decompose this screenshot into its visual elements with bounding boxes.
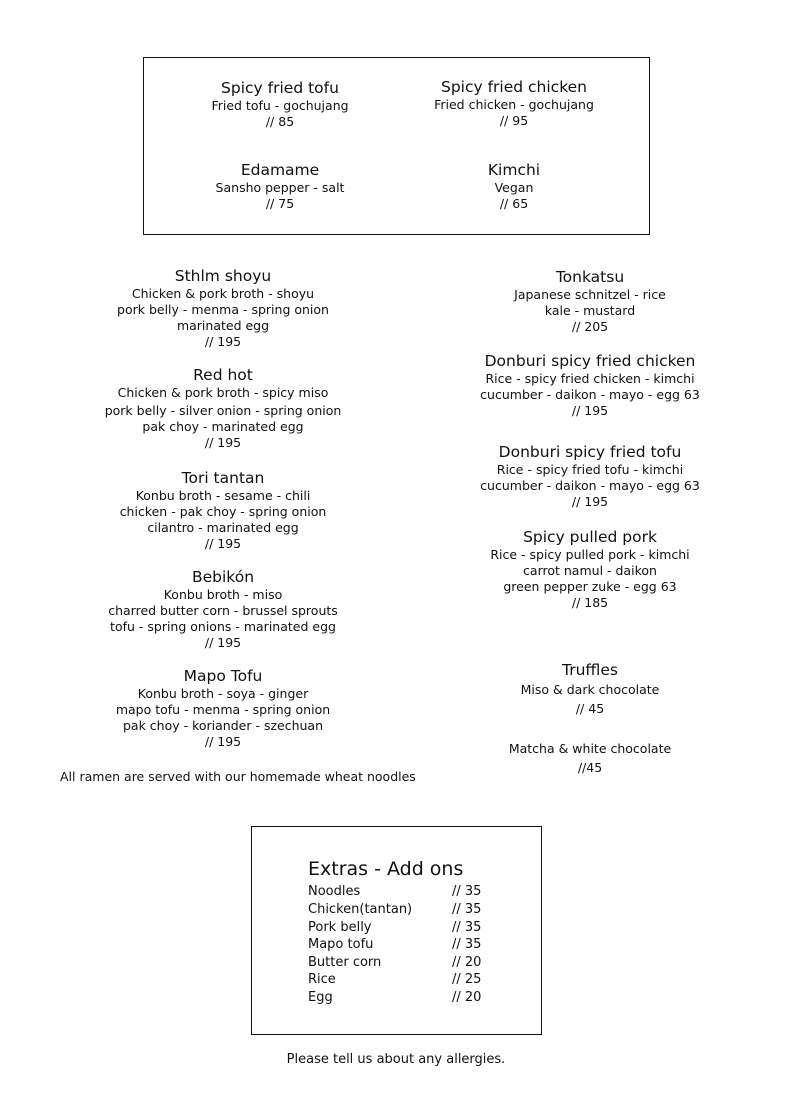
item-price: // 205 <box>571 319 609 334</box>
item-title: Mapo Tofu <box>183 667 263 685</box>
item-title: Donburi spicy fried chicken <box>484 352 696 370</box>
item-description: cilantro - marinated egg <box>147 520 299 535</box>
main-tonkatsu <box>440 268 740 335</box>
extra-name: Mapo tofu <box>308 937 374 952</box>
item-price: // 75 <box>265 196 295 211</box>
item-description: tofu - spring onions - marinated egg <box>110 619 336 634</box>
extra-price: // 35 <box>452 920 482 935</box>
extra-name: Butter corn <box>308 955 382 970</box>
dessert-item-price: // 45 <box>575 701 605 716</box>
extra-price: // 25 <box>452 972 482 987</box>
item-price: // 85 <box>265 114 295 129</box>
item-description: cucumber - daikon - mayo - egg 63 <box>480 478 700 493</box>
extras-row <box>308 883 508 901</box>
item-description: Chicken & pork broth - shoyu <box>131 286 315 301</box>
dessert-item-price: //45 <box>577 760 603 775</box>
item-description: Rice - spicy pulled pork - kimchi <box>490 547 690 562</box>
item-description: Rice - spicy fried chicken - kimchi <box>485 371 695 386</box>
extra-name: Chicken(tantan) <box>308 902 413 917</box>
item-price: // 195 <box>571 494 609 509</box>
starter-spicy-fried-tofu <box>180 79 380 130</box>
extras-row <box>308 954 508 972</box>
item-description: Rice - spicy fried tofu - kimchi <box>496 462 684 477</box>
item-description: Konbu broth - sesame - chili <box>135 488 311 503</box>
extra-name: Noodles <box>308 884 361 899</box>
item-price: // 195 <box>204 734 242 749</box>
item-price: // 195 <box>571 403 609 418</box>
item-price: // 95 <box>499 113 529 128</box>
item-description: mapo tofu - menma - spring onion <box>115 702 331 717</box>
item-title: Donburi spicy fried tofu <box>498 443 682 461</box>
item-description: marinated egg <box>176 318 270 333</box>
item-title: Spicy pulled pork <box>523 528 657 546</box>
ramen-bebikon <box>98 568 348 651</box>
item-title: Red hot <box>193 366 253 384</box>
ramen-sthlm-shoyu <box>98 267 348 350</box>
extra-price: // 35 <box>452 937 482 952</box>
item-title: Edamame <box>240 161 320 179</box>
item-title: Spicy fried chicken <box>440 78 587 96</box>
dessert-item-name: Miso & dark chocolate <box>520 682 660 697</box>
extra-price: // 20 <box>452 990 482 1005</box>
item-title: Spicy fried tofu <box>221 79 339 97</box>
ramen-tori-tantan <box>98 469 348 552</box>
item-description: pak choy - marinated egg <box>142 419 304 434</box>
extra-price: // 35 <box>452 902 482 917</box>
item-price: // 195 <box>204 536 242 551</box>
item-price: // 195 <box>204 635 242 650</box>
item-description: pork belly - silver onion - spring onion <box>104 403 342 418</box>
extra-price: // 35 <box>452 884 482 899</box>
item-price: // 65 <box>499 196 529 211</box>
extra-name: Pork belly <box>308 920 372 935</box>
item-price: // 195 <box>204 334 242 349</box>
main-donburi-chicken <box>440 352 740 419</box>
item-description: Fried tofu - gochujang <box>211 98 349 113</box>
item-description: carrot namul - daikon <box>523 563 657 578</box>
ramen-note: All ramen are served with our homemade wheat noodles <box>60 769 416 784</box>
item-description: Fried chicken - gochujang <box>434 97 594 112</box>
extras-row <box>308 901 508 919</box>
item-description: Chicken & pork broth - spicy miso <box>117 385 329 400</box>
item-description: pak choy - koriander - szechuan <box>122 718 324 733</box>
starter-kimchi <box>414 161 614 212</box>
item-description: Konbu broth - soya - ginger <box>137 686 309 701</box>
item-title: Bebikón <box>191 568 255 586</box>
dessert-item-name: Matcha & white chocolate <box>508 741 672 756</box>
extras-row <box>308 989 508 1007</box>
item-description: Japanese schnitzel - rice <box>514 287 666 302</box>
item-description: green pepper zuke - egg 63 <box>503 579 677 594</box>
extra-name: Rice <box>308 972 336 987</box>
item-title: Kimchi <box>487 161 541 179</box>
extras-title: Extras - Add ons <box>308 858 464 880</box>
item-description: charred butter corn - brussel sprouts <box>108 603 338 618</box>
extra-name: Egg <box>308 990 333 1005</box>
item-description: Vegan <box>494 180 534 195</box>
main-spicy-pulled-pork <box>440 528 740 611</box>
extras-row <box>308 936 508 954</box>
extras-row <box>308 971 508 989</box>
extra-price: // 20 <box>452 955 482 970</box>
starter-edamame <box>180 161 380 212</box>
item-title: Tori tantan <box>181 469 265 487</box>
item-description: chicken - pak choy - spring onion <box>119 504 327 519</box>
item-title: Sthlm shoyu <box>174 267 272 285</box>
starter-spicy-fried-chicken <box>414 78 614 129</box>
ramen-mapo-tofu <box>98 667 348 750</box>
item-title: Tonkatsu <box>555 268 625 286</box>
ramen-red-hot <box>98 366 348 451</box>
item-price: // 185 <box>571 595 609 610</box>
extras-row <box>308 919 508 937</box>
item-description: pork belly - menma - spring onion <box>117 302 329 317</box>
item-description: Sansho pepper - salt <box>215 180 345 195</box>
item-price: // 195 <box>204 435 242 450</box>
dessert-truffles <box>440 661 740 776</box>
allergy-note: Please tell us about any allergies. <box>286 1052 506 1067</box>
main-donburi-tofu <box>440 443 740 510</box>
item-description: cucumber - daikon - mayo - egg 63 <box>480 387 700 402</box>
item-description: kale - mustard <box>544 303 636 318</box>
item-description: Konbu broth - miso <box>163 587 283 602</box>
dessert-title: Truffles <box>562 661 618 679</box>
